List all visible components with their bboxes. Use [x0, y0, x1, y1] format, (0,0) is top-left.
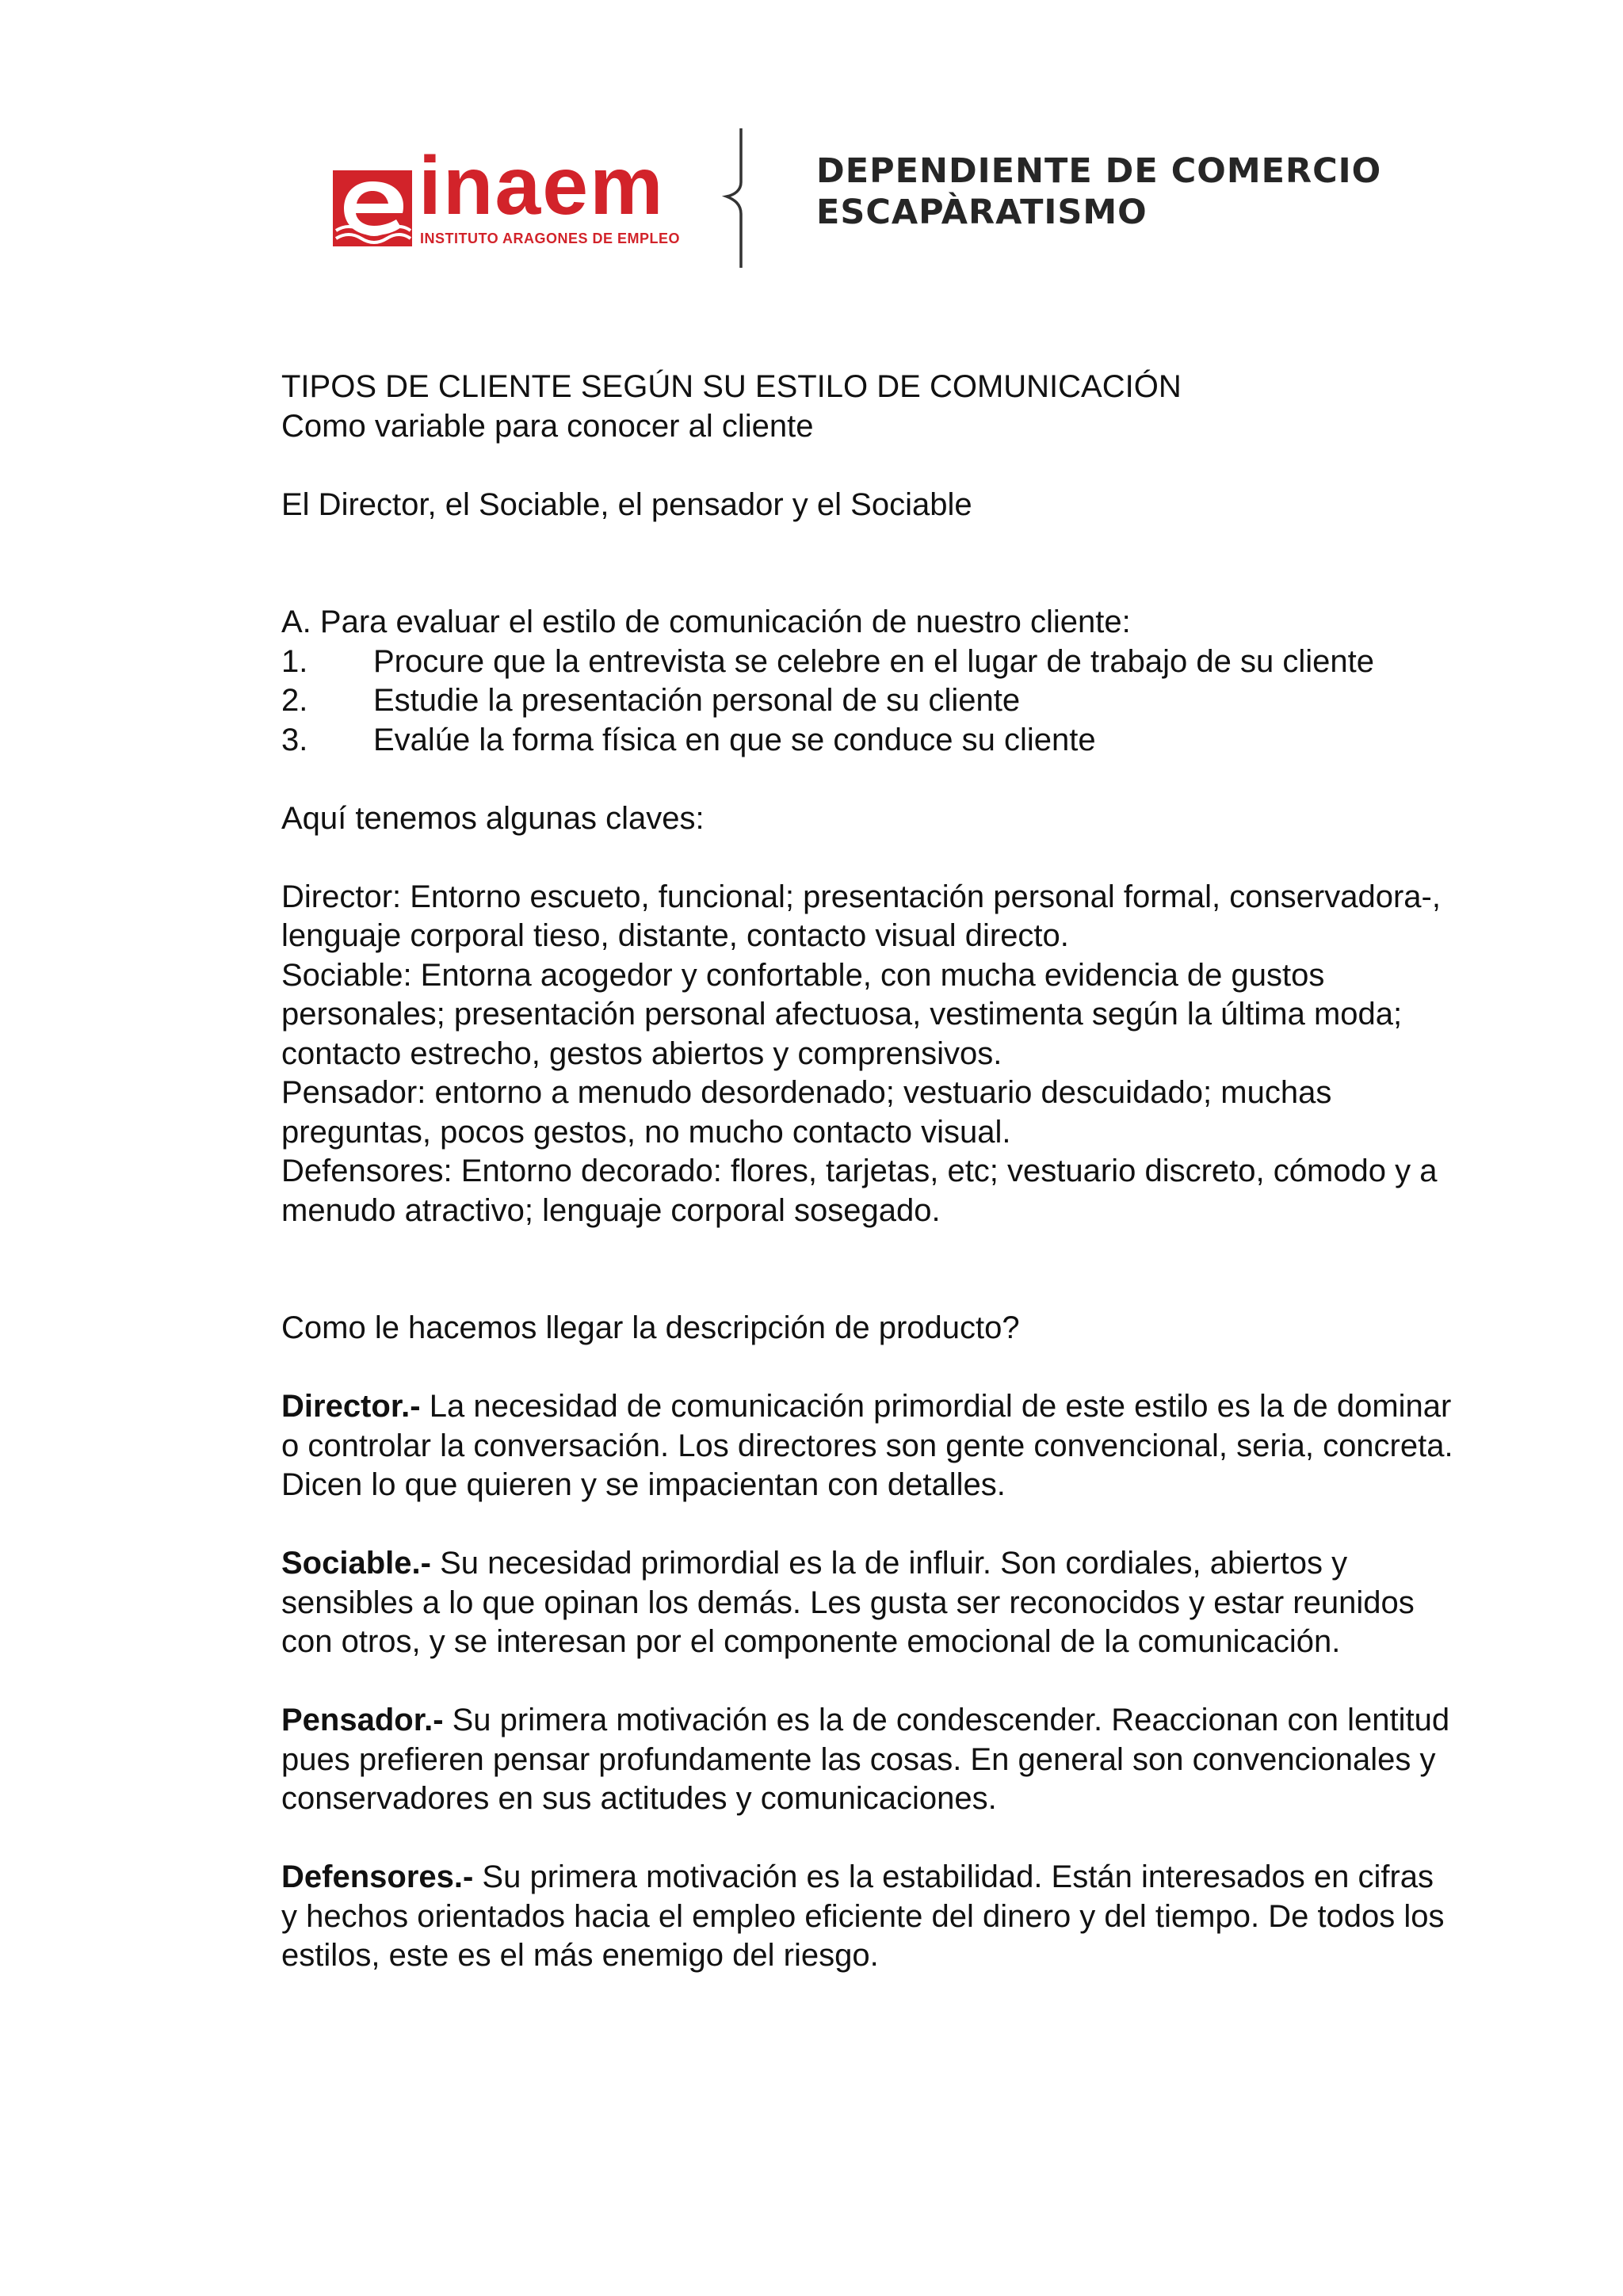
- list-number: 1.: [281, 643, 308, 679]
- inaem-e-logo-icon: [333, 170, 412, 246]
- list-text: Estudie la presentación personal de su cliente: [373, 683, 1021, 718]
- document-body: [281, 368, 1454, 1976]
- course-title-line-1: DEPENDIENTE DE COMERCIO: [816, 151, 1382, 191]
- list-number: 3.: [281, 722, 308, 757]
- list-text: Evalúe la forma física en que se conduce su cliente: [373, 722, 1096, 757]
- key-director: Director: Entorno escueto, funcional; presentación personal formal, conservadora-, lenguaje corporal tieso, distante, contacto visual directo.: [281, 879, 1441, 953]
- list-number: 2.: [281, 683, 308, 718]
- list-item: [281, 643, 1454, 682]
- list-item: [281, 721, 1454, 761]
- description-pensador: [281, 1701, 1454, 1819]
- section-a-intro: A. Para evaluar el estilo de comunicación de nuestro cliente:: [281, 605, 1131, 639]
- key-pensador: Pensador: entorno a menudo desordenado; vestuario descuidado; muchas preguntas, pocos gestos, no mucho contacto visual.: [281, 1075, 1332, 1150]
- key-defensores: Defensores: Entorno decorado: flores, tarjetas, etc; vestuario discreto, cómodo y a menudo atractivo; lenguaje corporal sosegado.: [281, 1154, 1438, 1228]
- description-defensores: [281, 1858, 1454, 1976]
- client-types-line: El Director, el Sociable, el pensador y el Sociable: [281, 486, 972, 522]
- keys-intro: Aquí tenemos algunas claves:: [281, 800, 705, 836]
- description-sociable: [281, 1544, 1454, 1662]
- document-heading: TIPOS DE CLIENTE SEGÚN SU ESTILO DE COMUNICACIÓN: [281, 369, 1182, 404]
- description-text: Su primera motivación es la de condescender. Reaccionan con lentitud pues prefieren pensar profundamente las cosas. En general son convencionales y conservadores en sus actitudes y comunicaciones.: [281, 1703, 1450, 1816]
- inaem-logo: [333, 140, 697, 250]
- product-question: Como le hacemos llegar la descripción de producto?: [281, 1310, 1020, 1345]
- description-label: Sociable.-: [281, 1546, 431, 1581]
- description-label: Defensores.-: [281, 1859, 474, 1894]
- document-header: [0, 0, 1623, 317]
- description-text: Su necesidad primordial es la de influir. Son cordiales, abiertos y sensibles a lo que opinan los demás. Les gusta ser reconocidos y estar reunidos con otros, y se interesan por el componente emocional de la comunicación.: [281, 1546, 1415, 1659]
- list-item: [281, 681, 1454, 721]
- course-title-line-2: ESCAPÀRATISMO: [816, 193, 1148, 232]
- key-sociable: Sociable: Entorna acogedor y confortable, con mucha evidencia de gustos personales; presentación personal afectuosa, vestimenta según la última moda; contacto estrecho, gestos abiertos y comprensivos.: [281, 957, 1403, 1071]
- brace-separator: [717, 127, 749, 269]
- list-text: Procure que la entrevista se celebre en el lugar de trabajo de su cliente: [373, 643, 1374, 679]
- course-title: [816, 151, 1381, 233]
- description-label: Pensador.-: [281, 1703, 444, 1737]
- description-director: [281, 1387, 1454, 1505]
- logo-wordmark: inaem: [418, 140, 665, 232]
- logo-subtitle: INSTITUTO ARAGONES DE EMPLEO: [420, 231, 681, 246]
- description-label: Director.-: [281, 1389, 421, 1424]
- description-text: Su primera motivación es la estabilidad. Están interesados en cifras y hechos orientados hacia el empleo eficiente del dinero y del tiempo. De todos los estilos, este es el más enemigo del riesgo.: [281, 1859, 1445, 1973]
- description-text: La necesidad de comunicación primordial de este estilo es la de dominar o controlar la conversación. Los directores son gente convencional, seria, concreta. Dicen lo que quieren y se impacientan con detalles.: [281, 1389, 1453, 1502]
- document-subheading: Como variable para conocer al cliente: [281, 408, 814, 444]
